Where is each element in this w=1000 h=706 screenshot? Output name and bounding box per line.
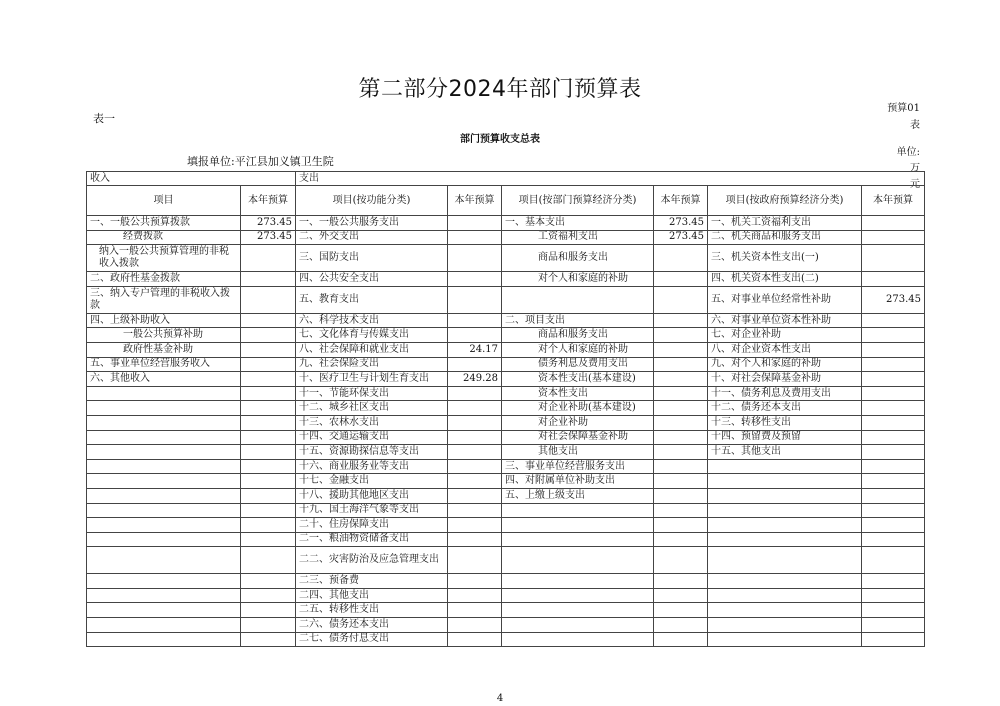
dept-amount bbox=[654, 372, 708, 387]
dept-amount bbox=[654, 328, 708, 343]
income-item: 五、事业单位经营服务收入 bbox=[87, 357, 241, 372]
income-amount bbox=[241, 313, 296, 328]
func-amount bbox=[448, 216, 502, 231]
page-number: 4 bbox=[496, 693, 504, 704]
func-item: 十三、农林水支出 bbox=[296, 415, 448, 430]
currency-unit-line-1: 单位:万 bbox=[896, 147, 920, 174]
gov-item: 十、对社会保障基金补助 bbox=[708, 372, 862, 387]
income-amount bbox=[241, 357, 296, 372]
table-row bbox=[87, 488, 925, 503]
dept-amount bbox=[654, 503, 708, 518]
dept-item: 四、对附属单位补助支出 bbox=[502, 474, 654, 489]
dept-item: 对个人和家庭的补助 bbox=[502, 342, 654, 357]
gov-item bbox=[708, 603, 862, 618]
gov-amount bbox=[862, 415, 925, 430]
col-header-amount: 本年预算 bbox=[448, 186, 502, 216]
table-row bbox=[87, 415, 925, 430]
gov-item bbox=[708, 547, 862, 574]
section-row bbox=[87, 172, 925, 186]
table-row bbox=[87, 328, 925, 343]
dept-item: 三、事业单位经营服务支出 bbox=[502, 459, 654, 474]
income-item: 一、一般公共预算拨款 bbox=[87, 216, 241, 231]
page-title: 第二部分2024年部门预算表 bbox=[358, 77, 642, 102]
dept-item bbox=[502, 286, 654, 313]
income-item: 六、其他收入 bbox=[87, 372, 241, 387]
dept-item: 债务利息及费用支出 bbox=[502, 357, 654, 372]
income-amount bbox=[241, 603, 296, 618]
table-subtitle: 部门预算收支总表 bbox=[460, 134, 540, 145]
func-amount bbox=[448, 459, 502, 474]
func-item: 二、外交支出 bbox=[296, 230, 448, 245]
func-item: 九、社会保险支出 bbox=[296, 357, 448, 372]
gov-amount bbox=[862, 632, 925, 647]
dept-amount bbox=[654, 618, 708, 633]
gov-amount bbox=[862, 603, 925, 618]
income-amount bbox=[241, 474, 296, 489]
dept-item: 五、上缴上级支出 bbox=[502, 488, 654, 503]
func-item: 二五、转移性支出 bbox=[296, 603, 448, 618]
func-amount bbox=[448, 286, 502, 313]
income-amount bbox=[241, 632, 296, 647]
income-amount bbox=[241, 430, 296, 445]
income-amount bbox=[241, 415, 296, 430]
income-amount: 273.45 bbox=[241, 216, 296, 231]
gov-amount bbox=[862, 532, 925, 547]
reporting-unit: 填报单位:平江县加义镇卫生院 bbox=[187, 155, 334, 168]
func-amount bbox=[448, 401, 502, 416]
func-item: 二二、灾害防治及应急管理支出 bbox=[296, 547, 448, 574]
income-item: 纳入一般公共预算管理的非税收入拨款 bbox=[87, 245, 241, 272]
func-item: 八、社会保障和就业支出 bbox=[296, 342, 448, 357]
dept-amount: 273.45 bbox=[654, 216, 708, 231]
table-row bbox=[87, 272, 925, 287]
income-item bbox=[87, 503, 241, 518]
func-amount bbox=[448, 328, 502, 343]
func-amount bbox=[448, 272, 502, 287]
income-amount bbox=[241, 518, 296, 533]
dept-item bbox=[502, 618, 654, 633]
dept-amount bbox=[654, 532, 708, 547]
gov-amount bbox=[862, 216, 925, 231]
table-row bbox=[87, 386, 925, 401]
income-item: 二、政府性基金拨款 bbox=[87, 272, 241, 287]
dept-amount bbox=[654, 488, 708, 503]
gov-amount bbox=[862, 328, 925, 343]
income-amount bbox=[241, 618, 296, 633]
table-row bbox=[87, 574, 925, 589]
table-row bbox=[87, 618, 925, 633]
income-item: 政府性基金补助 bbox=[87, 342, 241, 357]
gov-item: 十一、债务利息及费用支出 bbox=[708, 386, 862, 401]
gov-amount bbox=[862, 588, 925, 603]
dept-amount bbox=[654, 632, 708, 647]
income-amount bbox=[241, 588, 296, 603]
income-amount bbox=[241, 503, 296, 518]
table-row bbox=[87, 532, 925, 547]
form-code-line-1: 预算01 bbox=[887, 103, 920, 114]
gov-amount bbox=[862, 430, 925, 445]
func-item: 十、医疗卫生与计划生育支出 bbox=[296, 372, 448, 387]
income-item bbox=[87, 603, 241, 618]
table-row bbox=[87, 216, 925, 231]
gov-amount bbox=[862, 459, 925, 474]
table-row bbox=[87, 632, 925, 647]
gov-item bbox=[708, 474, 862, 489]
table-row bbox=[87, 445, 925, 460]
col-header-dept: 项目(按部门预算经济分类) bbox=[502, 186, 654, 216]
income-amount bbox=[241, 245, 296, 272]
table-row bbox=[87, 518, 925, 533]
gov-item bbox=[708, 618, 862, 633]
income-item bbox=[87, 445, 241, 460]
income-amount bbox=[241, 532, 296, 547]
gov-amount bbox=[862, 503, 925, 518]
gov-item: 十五、其他支出 bbox=[708, 445, 862, 460]
gov-amount: 273.45 bbox=[862, 286, 925, 313]
gov-item bbox=[708, 503, 862, 518]
income-amount bbox=[241, 286, 296, 313]
income-item bbox=[87, 547, 241, 574]
dept-item: 对企业补助 bbox=[502, 415, 654, 430]
gov-amount bbox=[862, 401, 925, 416]
dept-amount bbox=[654, 272, 708, 287]
func-item: 六、科学技术支出 bbox=[296, 313, 448, 328]
income-amount bbox=[241, 342, 296, 357]
income-item: 三、纳入专户管理的非税收入拨款 bbox=[87, 286, 241, 313]
gov-item: 三、机关资本性支出(一) bbox=[708, 245, 862, 272]
dept-item: 资本性支出(基本建设) bbox=[502, 372, 654, 387]
func-amount bbox=[448, 632, 502, 647]
dept-item bbox=[502, 632, 654, 647]
func-item: 十一、节能环保支出 bbox=[296, 386, 448, 401]
dept-amount bbox=[654, 386, 708, 401]
income-item bbox=[87, 488, 241, 503]
income-item bbox=[87, 386, 241, 401]
dept-item: 二、项目支出 bbox=[502, 313, 654, 328]
func-item: 二七、债务付息支出 bbox=[296, 632, 448, 647]
table-row bbox=[87, 372, 925, 387]
gov-amount bbox=[862, 488, 925, 503]
func-amount bbox=[448, 430, 502, 445]
dept-amount bbox=[654, 474, 708, 489]
dept-amount bbox=[654, 313, 708, 328]
income-item bbox=[87, 518, 241, 533]
income-item: 一般公共预算补助 bbox=[87, 328, 241, 343]
func-item: 五、教育支出 bbox=[296, 286, 448, 313]
gov-item: 十三、转移性支出 bbox=[708, 415, 862, 430]
func-item: 十六、商业服务业等支出 bbox=[296, 459, 448, 474]
gov-item bbox=[708, 518, 862, 533]
income-amount bbox=[241, 488, 296, 503]
income-amount bbox=[241, 272, 296, 287]
col-header-gov: 项目(按政府预算经济分类) bbox=[708, 186, 862, 216]
func-item: 二十、住房保障支出 bbox=[296, 518, 448, 533]
dept-amount bbox=[654, 357, 708, 372]
gov-item: 一、机关工资福利支出 bbox=[708, 216, 862, 231]
dept-item: 其他支出 bbox=[502, 445, 654, 460]
func-amount bbox=[448, 415, 502, 430]
func-amount bbox=[448, 618, 502, 633]
func-amount bbox=[448, 357, 502, 372]
dept-item: 对个人和家庭的补助 bbox=[502, 272, 654, 287]
gov-item bbox=[708, 588, 862, 603]
dept-item bbox=[502, 547, 654, 574]
func-item: 二六、债务还本支出 bbox=[296, 618, 448, 633]
gov-amount bbox=[862, 574, 925, 589]
func-item: 十七、金融支出 bbox=[296, 474, 448, 489]
gov-item: 七、对企业补助 bbox=[708, 328, 862, 343]
col-header-func: 项目(按功能分类) bbox=[296, 186, 448, 216]
gov-item bbox=[708, 574, 862, 589]
func-item: 一、一般公共服务支出 bbox=[296, 216, 448, 231]
dept-amount bbox=[654, 459, 708, 474]
table-row bbox=[87, 245, 925, 272]
table-row bbox=[87, 230, 925, 245]
func-item: 四、公共安全支出 bbox=[296, 272, 448, 287]
col-header-amount: 本年预算 bbox=[241, 186, 296, 216]
income-amount bbox=[241, 328, 296, 343]
func-amount: 24.17 bbox=[448, 342, 502, 357]
dept-amount bbox=[654, 401, 708, 416]
income-amount bbox=[241, 459, 296, 474]
dept-item: 对社会保障基金补助 bbox=[502, 430, 654, 445]
table-row bbox=[87, 401, 925, 416]
table-row bbox=[87, 357, 925, 372]
form-code bbox=[880, 100, 920, 134]
header-row bbox=[87, 186, 925, 216]
gov-item: 八、对企业资本性支出 bbox=[708, 342, 862, 357]
dept-item: 商品和服务支出 bbox=[502, 245, 654, 272]
gov-item: 五、对事业单位经常性补助 bbox=[708, 286, 862, 313]
gov-amount bbox=[862, 230, 925, 245]
income-amount bbox=[241, 372, 296, 387]
dept-amount bbox=[654, 547, 708, 574]
gov-amount bbox=[862, 518, 925, 533]
gov-amount bbox=[862, 313, 925, 328]
income-amount bbox=[241, 547, 296, 574]
func-item: 二一、粮油物资储备支出 bbox=[296, 532, 448, 547]
gov-amount bbox=[862, 372, 925, 387]
dept-amount bbox=[654, 415, 708, 430]
income-item bbox=[87, 401, 241, 416]
func-amount bbox=[448, 574, 502, 589]
income-item: 经费拨款 bbox=[87, 230, 241, 245]
income-amount bbox=[241, 386, 296, 401]
currency-unit-line-2: 元 bbox=[910, 179, 920, 190]
gov-item: 十二、债务还本支出 bbox=[708, 401, 862, 416]
income-item: 四、上级补助收入 bbox=[87, 313, 241, 328]
func-item: 七、文化体育与传媒支出 bbox=[296, 328, 448, 343]
dept-item bbox=[502, 603, 654, 618]
table-row bbox=[87, 459, 925, 474]
dept-item bbox=[502, 518, 654, 533]
func-item: 三、国防支出 bbox=[296, 245, 448, 272]
func-item: 十四、交通运输支出 bbox=[296, 430, 448, 445]
dept-amount: 273.45 bbox=[654, 230, 708, 245]
func-amount bbox=[448, 230, 502, 245]
dept-amount bbox=[654, 445, 708, 460]
func-amount: 249.28 bbox=[448, 372, 502, 387]
func-item: 十二、城乡社区支出 bbox=[296, 401, 448, 416]
gov-amount bbox=[862, 547, 925, 574]
func-item: 十九、国土海洋气象等支出 bbox=[296, 503, 448, 518]
func-amount bbox=[448, 503, 502, 518]
func-item: 十八、援助其他地区支出 bbox=[296, 488, 448, 503]
dept-amount bbox=[654, 518, 708, 533]
dept-item bbox=[502, 532, 654, 547]
dept-item: 工资福利支出 bbox=[502, 230, 654, 245]
gov-item bbox=[708, 632, 862, 647]
table-row bbox=[87, 430, 925, 445]
form-code-line-2: 表 bbox=[910, 120, 920, 131]
func-amount bbox=[448, 518, 502, 533]
table-row bbox=[87, 342, 925, 357]
func-amount bbox=[448, 603, 502, 618]
dept-item: 资本性支出 bbox=[502, 386, 654, 401]
gov-item bbox=[708, 488, 862, 503]
func-item: 二三、预备费 bbox=[296, 574, 448, 589]
func-amount bbox=[448, 488, 502, 503]
table-row bbox=[87, 474, 925, 489]
section-expense-label: 支出 bbox=[296, 172, 925, 186]
table-row bbox=[87, 503, 925, 518]
table-number: 表一 bbox=[93, 112, 115, 125]
dept-item bbox=[502, 574, 654, 589]
income-amount bbox=[241, 574, 296, 589]
gov-item: 九、对个人和家庭的补助 bbox=[708, 357, 862, 372]
dept-amount bbox=[654, 574, 708, 589]
section-income-label: 收入 bbox=[87, 172, 296, 186]
income-item bbox=[87, 618, 241, 633]
table-row bbox=[87, 603, 925, 618]
income-item bbox=[87, 459, 241, 474]
gov-amount bbox=[862, 474, 925, 489]
col-header-item: 项目 bbox=[87, 186, 241, 216]
func-amount bbox=[448, 386, 502, 401]
income-item bbox=[87, 532, 241, 547]
gov-item: 十四、预留费及预留 bbox=[708, 430, 862, 445]
income-item bbox=[87, 430, 241, 445]
income-amount bbox=[241, 445, 296, 460]
gov-item: 四、机关资本性支出(二) bbox=[708, 272, 862, 287]
dept-amount bbox=[654, 245, 708, 272]
budget-summary-table bbox=[86, 171, 925, 647]
dept-amount bbox=[654, 588, 708, 603]
func-amount bbox=[448, 588, 502, 603]
dept-amount bbox=[654, 342, 708, 357]
dept-item bbox=[502, 588, 654, 603]
func-item: 十五、资源勘探信息等支出 bbox=[296, 445, 448, 460]
dept-amount bbox=[654, 430, 708, 445]
col-header-amount: 本年预算 bbox=[862, 186, 925, 216]
dept-amount bbox=[654, 603, 708, 618]
func-amount bbox=[448, 245, 502, 272]
gov-amount bbox=[862, 342, 925, 357]
gov-amount bbox=[862, 445, 925, 460]
func-amount bbox=[448, 313, 502, 328]
gov-item: 六、对事业单位资本性补助 bbox=[708, 313, 862, 328]
gov-amount bbox=[862, 245, 925, 272]
gov-amount bbox=[862, 357, 925, 372]
table-row bbox=[87, 588, 925, 603]
income-item bbox=[87, 588, 241, 603]
func-amount bbox=[448, 547, 502, 574]
gov-item bbox=[708, 459, 862, 474]
func-item: 二四、其他支出 bbox=[296, 588, 448, 603]
dept-item: 对企业补助(基本建设) bbox=[502, 401, 654, 416]
income-item bbox=[87, 574, 241, 589]
dept-item: 一、基本支出 bbox=[502, 216, 654, 231]
gov-amount bbox=[862, 272, 925, 287]
dept-item bbox=[502, 503, 654, 518]
gov-amount bbox=[862, 618, 925, 633]
income-item bbox=[87, 632, 241, 647]
dept-item: 商品和服务支出 bbox=[502, 328, 654, 343]
gov-item bbox=[708, 532, 862, 547]
col-header-amount: 本年预算 bbox=[654, 186, 708, 216]
income-item bbox=[87, 415, 241, 430]
table-row bbox=[87, 286, 925, 313]
func-amount bbox=[448, 532, 502, 547]
income-item bbox=[87, 474, 241, 489]
income-amount: 273.45 bbox=[241, 230, 296, 245]
table-row bbox=[87, 313, 925, 328]
gov-item: 二、机关商品和服务支出 bbox=[708, 230, 862, 245]
dept-amount bbox=[654, 286, 708, 313]
gov-amount bbox=[862, 386, 925, 401]
func-amount bbox=[448, 474, 502, 489]
table-row bbox=[87, 547, 925, 574]
func-amount bbox=[448, 445, 502, 460]
income-amount bbox=[241, 401, 296, 416]
